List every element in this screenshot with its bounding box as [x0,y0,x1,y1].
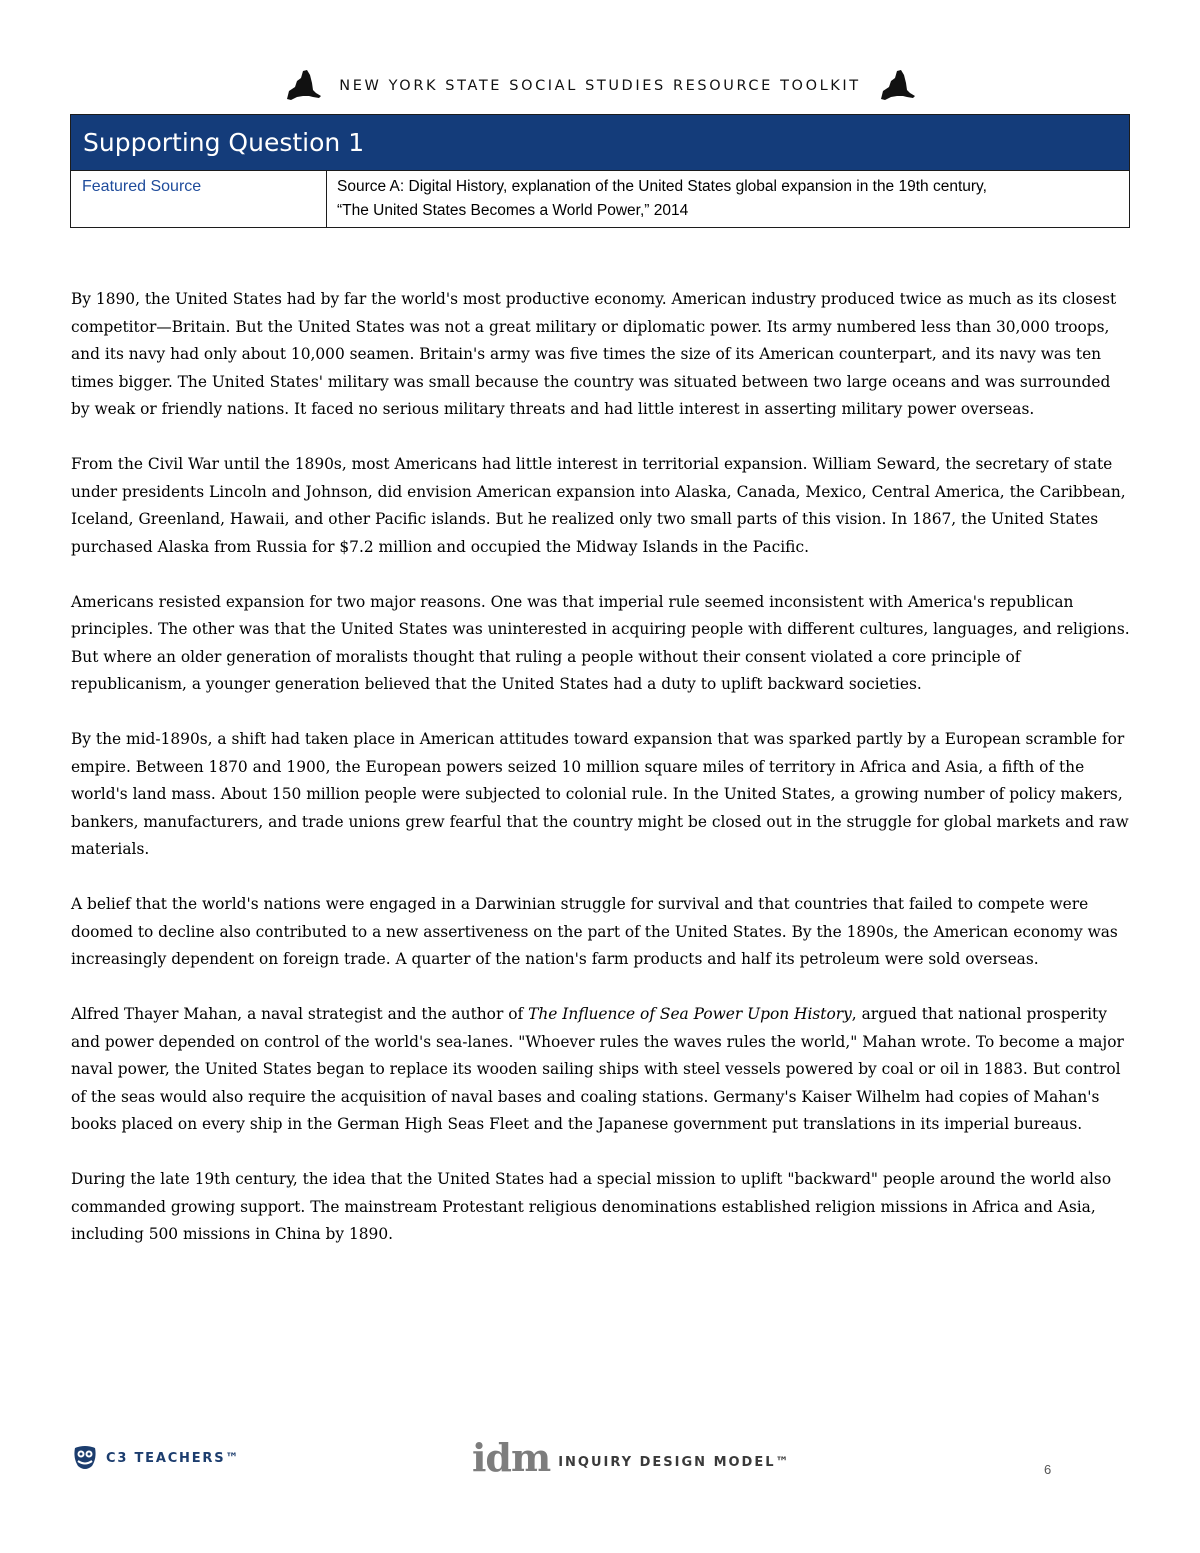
paragraph-6 [71,1001,1131,1139]
paragraph-2: From the Civil War until the 1890s, most Americans had little interest in territorial expansion. William Seward, the secretary of state under presidents Lincoln and Johnson, did envision American expansion into Alaska, Canada, Mexico, Central America, the Caribbean, Iceland, Greenland, Hawaii, and other Pacific islands. But he realized only two small parts of this vision. In 1867, the United States purchased Alaska from Russia for $7.2 million and occupied the Midway Islands in the Pacific. [71,455,1126,556]
paragraph-7: During the late 19th century, the idea that the United States had a special mission to uplift "backward" people around the world also commanded growing support. The mainstream Protestant religious denominations established religion missions in Africa and Asia, including 500 missions in China by 1890. [71,1170,1112,1243]
source-text [71,286,1131,1249]
new-york-state-icon [877,69,917,103]
toolkit-title: NEW YORK STATE SOCIAL STUDIES RESOURCE TOOLKIT [339,78,861,94]
page-header [0,66,1200,106]
new-york-state-icon [283,69,323,103]
supporting-question-title: Supporting Question 1 [71,115,1129,170]
paragraph-5: A belief that the world's nations were engaged in a Darwinian struggle for survival and that countries that failed to compete were doomed to decline also contributed to a new assertiveness on the part of the United States. By the 1890s, the American economy was increasingly dependent on foreign trade. A quarter of the nation's farm products and half its petroleum were sold overseas. [71,895,1118,968]
book-title: The Influence of Sea Power Upon History [528,1005,852,1023]
page-number: 6 [1044,1462,1052,1477]
paragraph-3: Americans resisted expansion for two major reasons. One was that imperial rule seemed inconsistent with America's republican principles. The other was that the United States was uninterested in acquiring people with different cultures, languages, and religions. But where an older generation of moralists thought that ruling a people without their consent violated a core principle of republicanism, a younger generation believed that the United States had a duty to uplift backward societies. [71,592,1130,693]
supporting-question-box [70,114,1130,228]
paragraph-1: By 1890, the United States had by far the world's most productive economy. American industry produced twice as much as its closest competitor—Britain. But the United States was not a great military or diplomatic power. Its army numbered less than 30,000 troops, and its navy had only about 10,000 seamen. Britain's army was five times the size of its American counterpart, and its navy was ten times bigger. The United States' military was small because the country was situated between two large oceans and was surrounded by weak or friendly nations. It faced no serious military threats and had little interest in asserting military power overseas. [71,290,1117,418]
paragraph-4: By the mid-1890s, a shift had taken place in American attitudes toward expansion that was sparked partly by a European scramble for empire. Between 1870 and 1900, the European powers seized 10 million square miles of territory in Africa and Asia, a fifth of the world's land mass. About 150 million people were subjected to colonial rule. In the United States, a growing number of policy makers, bankers, manufacturers, and trade unions grew fearful that the country might be closed out in the struggle for global markets and raw materials. [71,730,1129,858]
owl-icon [72,1444,98,1472]
featured-source-row [71,170,1129,228]
c3-teachers-logo [72,1444,240,1472]
idm-logo [472,1435,791,1480]
source-line-1: Source A: Digital History, explanation of the United States global expansion in the 19th century, [337,178,987,195]
idm-wordmark: idm [472,1435,551,1480]
featured-source-label: Featured Source [71,171,327,228]
paragraph-6-start: Alfred Thayer Mahan, a naval strategist and the author of [71,1005,529,1023]
inquiry-design-model-text: INQUIRY DESIGN MODEL™ [558,1454,791,1470]
featured-source-description [327,171,1129,228]
source-line-2: “The United States Becomes a World Power,” 2014 [337,202,689,219]
c3-teachers-text: C3 TEACHERS™ [106,1450,241,1466]
paragraph-6-end: , argued that national prosperity and power depended on control of the world's sea-lanes. "Whoever rules the waves rules the world," Mahan wrote. To become a major naval power, the United States began to replace its wooden sailing ships with steel vessels powered by coal or oil in 1883. But control of the seas would also require the acquisition of naval bases and coaling stations. Germany's Kaiser Wilhelm had copies of Mahan's books placed on every ship in the German High Seas Fleet and the Japanese government put translations in its imperial bureaus. [71,1005,1124,1133]
